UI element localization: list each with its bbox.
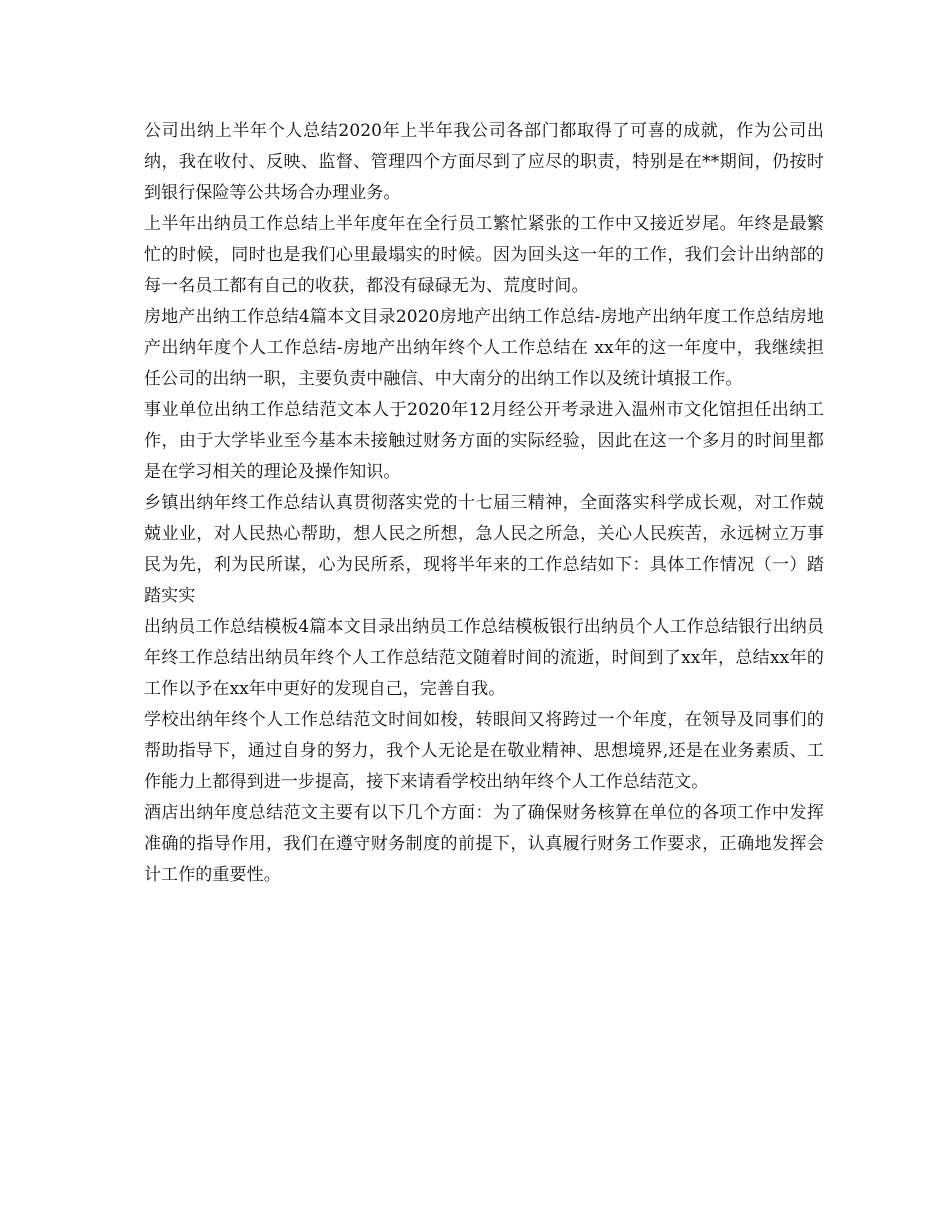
paragraph-real-estate-cashier: 房地产出纳工作总结4篇本文目录2020房地产出纳工作总结-房地产出纳年度工作总结房地产出纳年度个人工作总结-房地产出纳年终个人工作总结在 xx年的这一年度中，我继续担任公司的出纳一职，主要负责中融信、中大南分的出纳工作以及统计填报工作。 <box>144 307 824 389</box>
paragraph-cashier-template: 出纳员工作总结模板4篇本文目录出纳员工作总结模板银行出纳员个人工作总结银行出纳员年终工作总结出纳员年终个人工作总结范文随着时间的流逝，时间到了xx年，总结xx年的工作以予在xx年中更好的发现自己，完善自我。 <box>144 617 824 699</box>
paragraph-hotel-cashier: 酒店出纳年度总结范文主要有以下几个方面：为了确保财务核算在单位的各项工作中发挥准确的指导作用，我们在遵守财务制度的前提下，认真履行财务工作要求，正确地发挥会计工作的重要性。 <box>144 803 824 885</box>
document-body <box>144 116 824 891</box>
paragraph-cashier-staff-half-year: 上半年出纳员工作总结上半年度年在全行员工繁忙紧张的工作中又接近岁尾。年终是最繁忙的时候，同时也是我们心里最塌实的时候。因为回头这一年的工作，我们会计出纳部的每一名员工都有自己的收获，都没有碌碌无为、荒度时间。 <box>144 214 824 296</box>
paragraph-school-cashier: 学校出纳年终个人工作总结范文时间如梭，转眼间又将跨过一个年度，在领导及同事们的帮助指导下，通过自身的努力，我个人无论是在敬业精神、思想境界,还是在业务素质、工作能力上都得到进一步提高，接下来请看学校出纳年终个人工作总结范文。 <box>144 710 824 792</box>
paragraph-public-institution-cashier: 事业单位出纳工作总结范文本人于2020年12月经公开考录进入温州市文化馆担任出纳工作，由于大学毕业至今基本未接触过财务方面的实际经验，因此在这一个多月的时间里都是在学习相关的理论及操作知识。 <box>144 400 824 482</box>
paragraph-cashier-half-year-summary: 公司出纳上半年个人总结2020年上半年我公司各部门都取得了可喜的成就，作为公司出纳，我在收付、反映、监督、管理四个方面尽到了应尽的职责，特别是在**期间，仍按时到银行保险等公共场合办理业务。 <box>144 121 824 203</box>
paragraph-township-cashier: 乡镇出纳年终工作总结认真贯彻落实党的十七届三精神，全面落实科学成长观，对工作兢兢业业，对人民热心帮助，想人民之所想，急人民之所急，关心人民疾苦，永远树立万事民为先，利为民所谋，心为民所系，现将半年来的工作总结如下：具体工作情况（一）踏踏实实 <box>144 493 824 606</box>
